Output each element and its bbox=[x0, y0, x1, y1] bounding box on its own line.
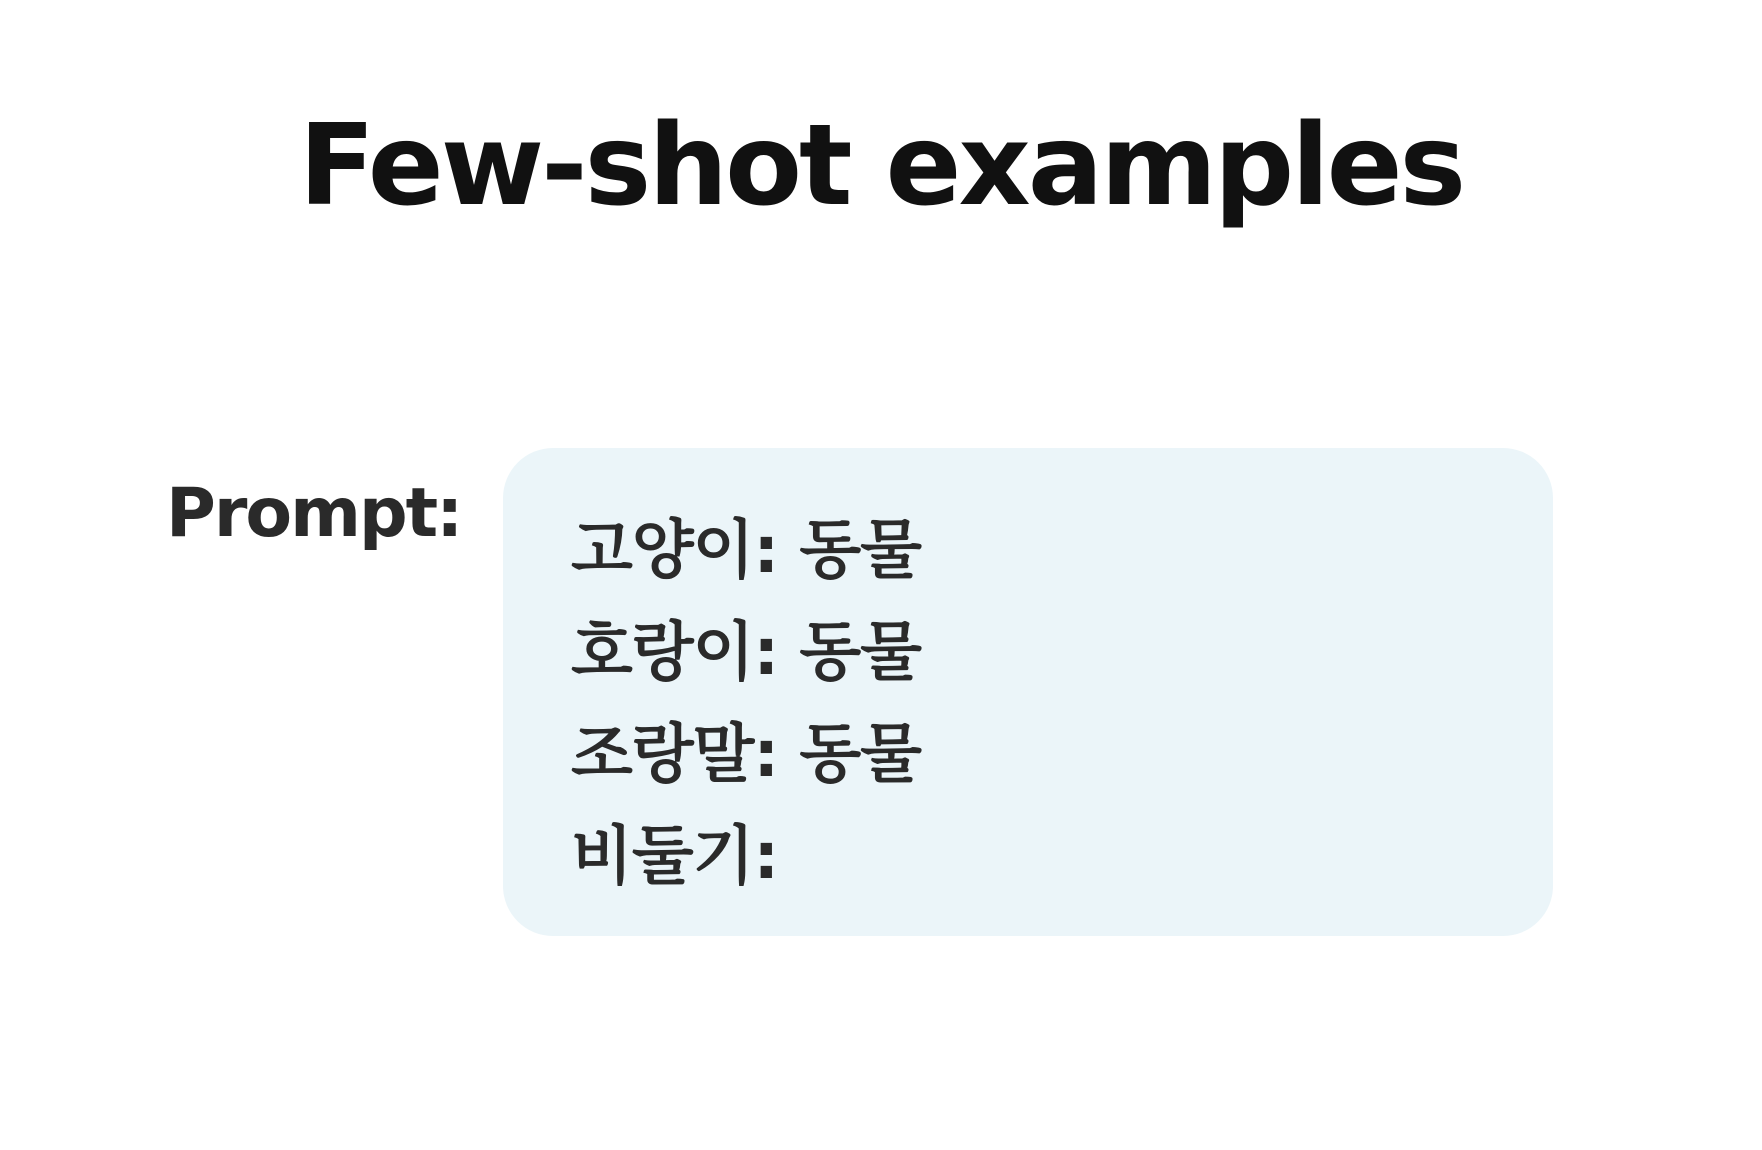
prompt-box bbox=[503, 448, 1553, 936]
prompt-line-query: 비둘기: bbox=[571, 820, 779, 894]
prompt-line-example-3: 조랑말: 동물 bbox=[571, 718, 921, 792]
prompt-line-example-1: 고양이: 동물 bbox=[571, 514, 921, 588]
prompt-line-example-2: 호랑이: 동물 bbox=[571, 616, 921, 690]
page-title: Few-shot examples bbox=[298, 101, 1464, 231]
prompt-label: Prompt: bbox=[166, 474, 462, 553]
